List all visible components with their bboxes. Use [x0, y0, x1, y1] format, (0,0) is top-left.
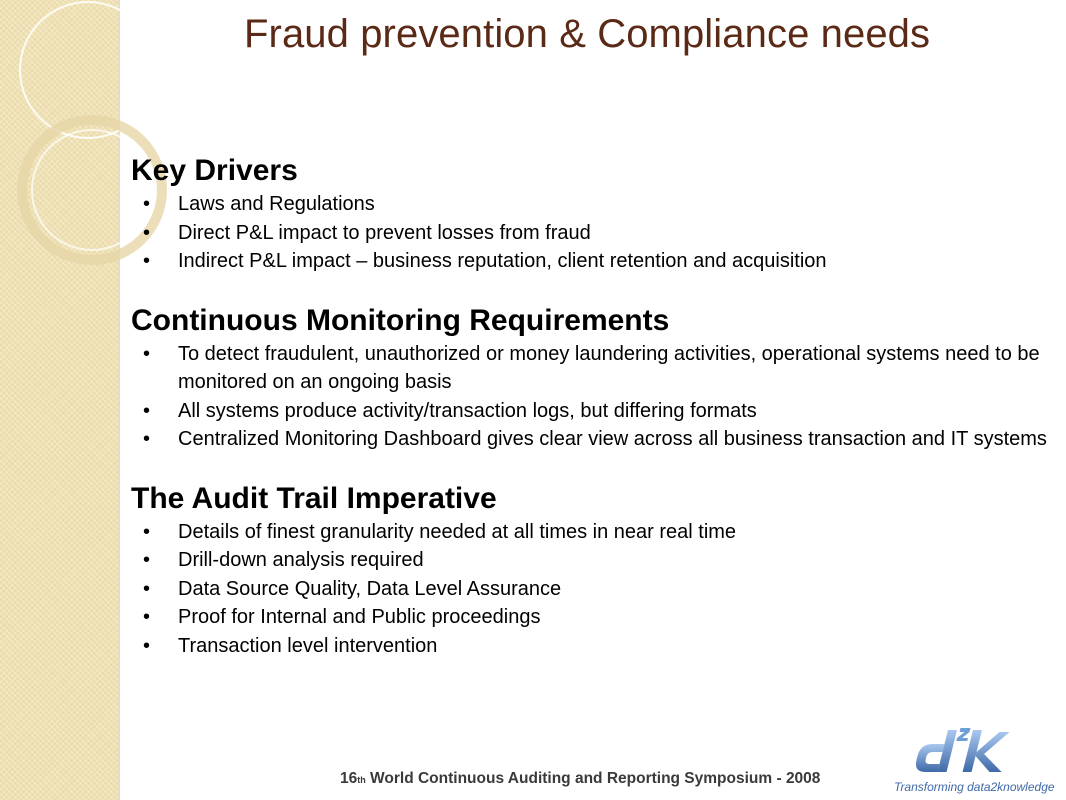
logo-tagline: Transforming data2knowledge [894, 780, 1055, 794]
bullet-symbol: • [143, 428, 151, 450]
bullet-symbol: • [143, 221, 151, 244]
bullet-text: Proof for Internal and Public proceedings [178, 606, 541, 628]
section-key-drivers [131, 152, 1051, 276]
section-continuous-monitoring [131, 302, 1051, 454]
section-heading: Key Drivers [131, 154, 298, 187]
bullet-text: All systems produce activity/transaction logs, but differing formats [178, 399, 757, 422]
bullet-symbol: • [143, 250, 151, 272]
bullet-text: Data Source Quality, Data Level Assurance [178, 577, 562, 600]
footer-ordinal-suffix: th [357, 775, 366, 785]
bullet-symbol: • [143, 577, 151, 600]
bullet-item [131, 546, 1051, 575]
bullet-symbol: • [143, 549, 151, 571]
footer-text: World Continuous Auditing and Reporting Symposium - 2008 [365, 770, 821, 787]
bullet-text: Centralized Monitoring Dashboard gives clear view across all business transaction and IT systems [178, 428, 1047, 450]
bullet-list [131, 518, 1051, 661]
bullet-text: To detect fraudulent, unauthorized or money laundering activities, operational systems need to be monitored on an ongoing basis [178, 342, 1040, 393]
footer-number: 16 [340, 770, 358, 787]
section-heading: The Audit Trail Imperative [131, 481, 497, 515]
slide-content [131, 152, 1051, 660]
bullet-symbol: • [143, 634, 151, 657]
bullet-list [131, 340, 1051, 454]
bullet-item [131, 632, 1051, 661]
slide-footer [340, 770, 820, 788]
bullet-text: Details of finest granularity needed at all times in near real time [178, 520, 737, 543]
bullet-item [131, 603, 1051, 632]
section-audit-trail [131, 480, 1051, 661]
bullet-item [131, 247, 1051, 276]
section-heading: Continuous Monitoring Requirements [131, 303, 670, 337]
bullet-item [131, 340, 1051, 397]
bullet-list [131, 190, 1051, 276]
bullet-text: Transaction level intervention [178, 634, 438, 657]
bullet-item [131, 219, 1051, 248]
bullet-text: Laws and Regulations [178, 193, 375, 215]
bullet-text: Direct P&L impact to prevent losses from fraud [178, 221, 591, 244]
bullet-item [131, 190, 1051, 219]
bullet-text: Drill-down analysis required [178, 549, 424, 571]
d2k-logo-mark [880, 722, 1060, 782]
bullet-item [131, 518, 1051, 547]
bullet-symbol: • [143, 193, 151, 215]
bullet-item [131, 575, 1051, 604]
bullet-item [131, 397, 1051, 426]
bullet-item [131, 425, 1051, 454]
slide-title: Fraud prevention & Compliance needs [244, 12, 931, 56]
bullet-text: Indirect P&L impact – business reputation, client retention and acquisition [178, 250, 827, 272]
bullet-symbol: • [143, 342, 151, 365]
bullet-symbol: • [143, 399, 151, 422]
bullet-symbol: • [143, 520, 151, 543]
bullet-symbol: • [143, 606, 151, 628]
d2k-logo [880, 722, 1060, 796]
